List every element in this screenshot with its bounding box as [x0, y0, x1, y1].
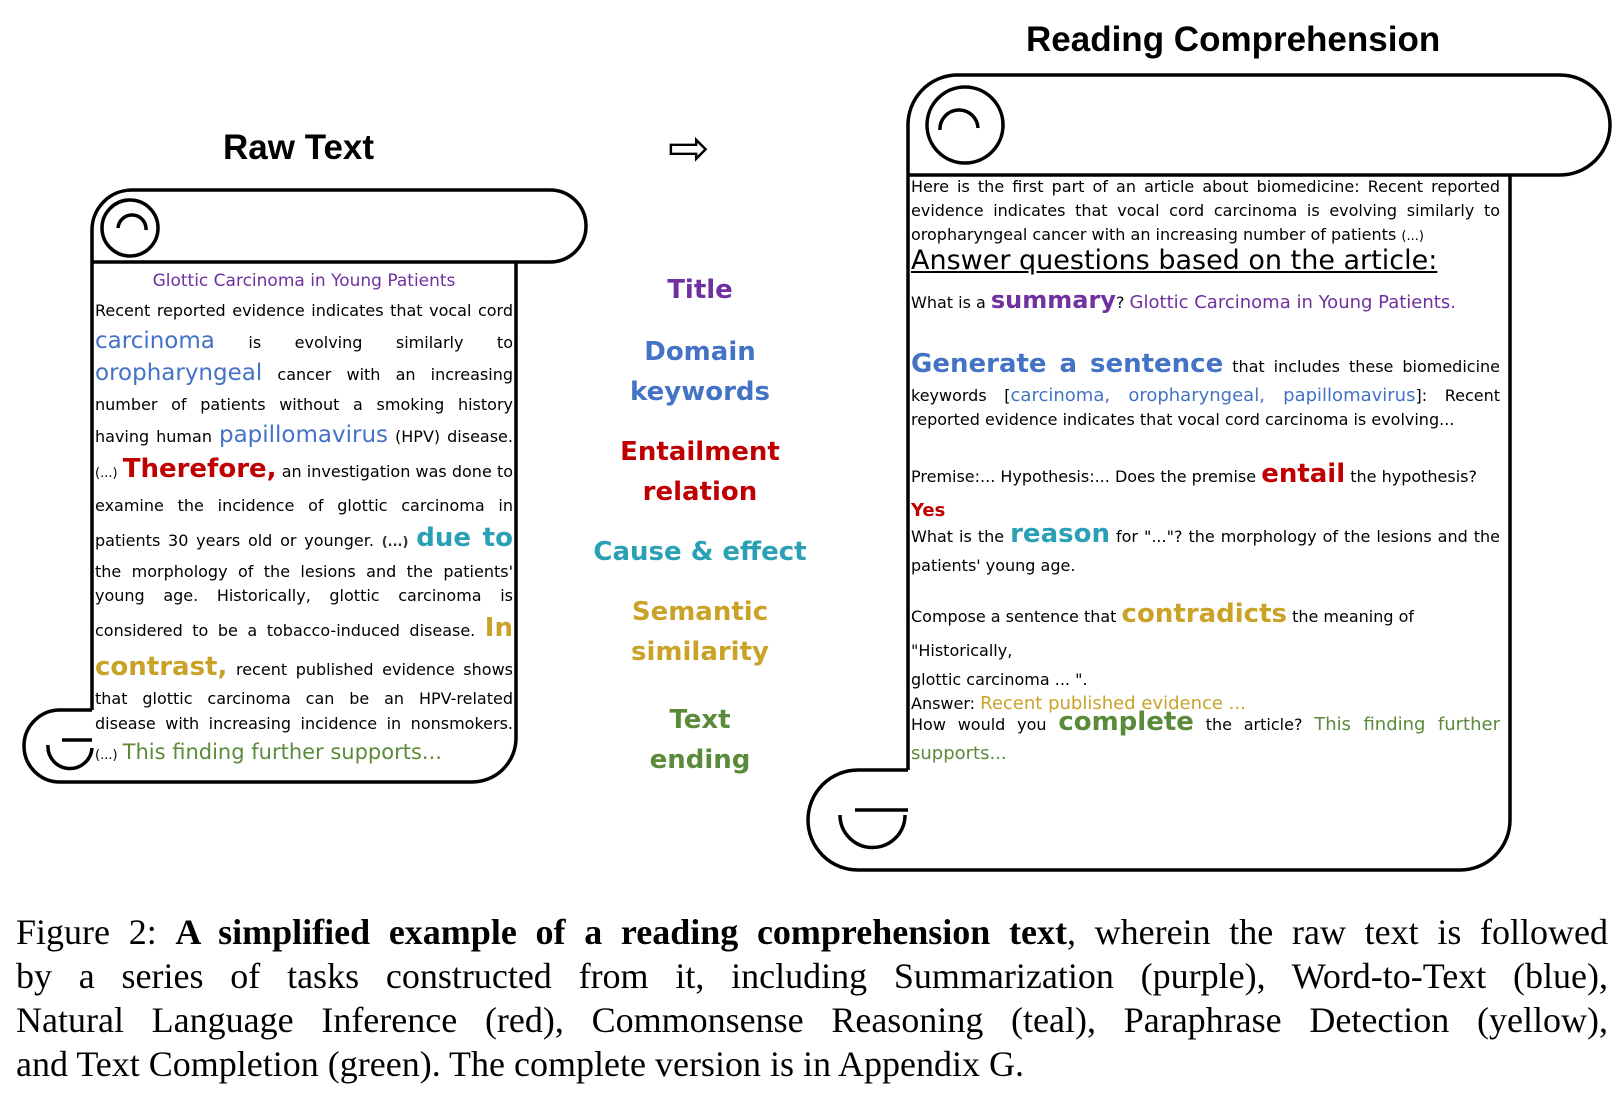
task-keyword: contradicts	[1121, 599, 1287, 629]
answer-heading: Answer questions based on the article:	[911, 245, 1438, 276]
semantic-keyword: contrast,	[95, 652, 228, 682]
rc-question-summary	[911, 285, 1500, 318]
label-line: Domain	[644, 337, 756, 367]
rc-question-contradict	[911, 597, 1500, 716]
domain-keyword: carcinoma	[95, 328, 215, 354]
raw-text-body	[95, 266, 513, 772]
label-line: ending	[649, 745, 751, 775]
ellipsis: (...)	[1401, 229, 1424, 244]
caption-text: , wherein the raw text is followed	[1066, 912, 1609, 952]
raw-line	[95, 651, 513, 686]
raw-text-span: having human	[95, 427, 212, 446]
rc-line: patients' young age.	[911, 556, 1076, 575]
rc-answer: Recent published evidence ...	[980, 693, 1246, 714]
raw-text-span: considered to be a tobacco-induced disease.	[95, 621, 476, 640]
raw-line	[95, 326, 513, 358]
rc-question-complete	[911, 705, 1500, 766]
rc-text-span: Answer:	[911, 694, 976, 713]
rc-question-keywords	[911, 347, 1500, 432]
label-line: Cause & effect	[593, 537, 807, 567]
rc-text-span: ?	[1115, 293, 1125, 312]
label-text-ending	[570, 700, 830, 780]
rc-text-span: keywords [	[911, 386, 1011, 405]
ellipsis: (...)	[381, 535, 409, 550]
label-line: Entailment	[620, 437, 780, 467]
rc-line	[911, 597, 1500, 668]
rc-text-span: How would you	[911, 715, 1047, 734]
raw-line: number of patients without a smoking history	[95, 395, 513, 414]
text-ending: This finding further supports...	[122, 740, 442, 764]
rc-line	[911, 705, 1500, 742]
caption-bold: A simplified example of a reading comprehension text	[175, 912, 1067, 952]
raw-line: young age. Historically, glottic carcinoma is	[95, 586, 513, 605]
rc-text-span: ]: Recent	[1415, 386, 1501, 405]
label-line: Title	[667, 275, 733, 305]
caption-line: by a series of tasks constructed from it, including Summarization (purple), Word-to-Text (blue),	[16, 956, 1608, 996]
rc-question-reason	[911, 517, 1500, 578]
rc-keywords: carcinoma, oropharyngeal, papillomavirus	[1010, 385, 1416, 406]
raw-text-span: an investigation was done to	[281, 462, 514, 481]
rc-text-span: the meaning of "Historically,	[911, 607, 1415, 660]
label-line: relation	[642, 477, 758, 507]
task-keyword: complete	[1058, 707, 1194, 737]
raw-line	[95, 521, 513, 560]
raw-title: Glottic Carcinoma in Young Patients	[152, 271, 456, 291]
rc-answer: This finding further	[1314, 714, 1500, 735]
task-keyword: reason	[1010, 519, 1110, 549]
cause-keyword: due to	[416, 523, 513, 553]
ellipsis: (...)	[95, 748, 118, 763]
raw-line: examine the incidence of glottic carcinoma in	[95, 496, 513, 515]
rc-answer: supports...	[911, 743, 1007, 764]
entailment-keyword: Therefore,	[122, 454, 277, 484]
raw-line: that glottic carcinoma can be an HPV-related	[95, 689, 513, 708]
domain-keyword: papillomavirus	[218, 422, 389, 448]
label-entailment	[570, 432, 830, 512]
task-keyword: Generate a sentence	[911, 349, 1224, 379]
rc-line: reported evidence indicates that vocal cord carcinoma is evolving...	[911, 410, 1455, 429]
raw-text-span: patients 30 years old or younger.	[95, 531, 374, 550]
rc-answer: Glottic Carcinoma in Young Patients.	[1129, 292, 1456, 313]
rc-text-span: What is a	[911, 293, 986, 312]
rc-line: evidence indicates that vocal cord carcinoma is evolving similarly to	[911, 201, 1500, 220]
raw-line	[95, 736, 513, 772]
rc-text-span: Compose a sentence that	[911, 607, 1117, 626]
raw-line: disease with increasing incidence in nonsmokers.	[95, 714, 513, 733]
caption-line: Natural Language Inference (red), Commonsense Reasoning (teal), Paraphrase Detection (yellow),	[16, 1000, 1608, 1040]
raw-line	[95, 452, 513, 491]
raw-line: Recent reported evidence indicates that vocal cord	[95, 301, 513, 320]
rc-line: Here is the first part of an article about biomedicine: Recent reported	[911, 177, 1500, 196]
task-keyword: entail	[1261, 459, 1346, 489]
label-title	[570, 270, 830, 310]
ellipsis: (...)	[95, 466, 118, 481]
label-cause-effect	[570, 532, 830, 572]
raw-text-span: is evolving similarly to	[248, 333, 513, 352]
label-line: similarity	[631, 637, 769, 667]
rc-text-span: the hypothesis?	[1350, 467, 1477, 486]
domain-keyword: oropharyngeal	[95, 360, 263, 386]
task-keyword: summary	[990, 286, 1116, 314]
rc-line	[911, 384, 1500, 408]
raw-line	[95, 358, 513, 390]
raw-line	[95, 420, 513, 452]
label-line: Semantic	[631, 597, 769, 627]
caption-label: Figure 2:	[16, 912, 157, 952]
rc-text-span: for "..."? the morphology of the lesions and the	[1115, 527, 1501, 546]
rc-line: glottic carcinoma ... ".	[911, 670, 1088, 689]
rc-text-span: What is the	[911, 527, 1005, 546]
rc-text-span: that includes these biomedicine	[1232, 357, 1501, 376]
arrow-icon: ⇨	[668, 119, 710, 177]
label-semantic-similarity	[570, 592, 830, 672]
semantic-keyword: In	[484, 613, 513, 643]
caption-line: and Text Completion (green). The complete version is in Appendix G.	[16, 1044, 1024, 1084]
rc-line	[911, 347, 1500, 384]
figure-caption	[16, 910, 1608, 1086]
raw-text-span: cancer with an increasing	[277, 365, 513, 384]
rc-intro	[911, 175, 1500, 249]
raw-text-span: recent published evidence shows	[235, 660, 513, 679]
raw-text-heading: Raw Text	[223, 128, 375, 167]
rc-text-span: the article?	[1205, 715, 1303, 734]
rc-text-span: Premise:... Hypothesis:... Does the premise	[911, 467, 1257, 486]
label-line: keywords	[630, 377, 770, 407]
label-line: Text	[669, 705, 731, 735]
raw-text-span: (HPV) disease.	[395, 427, 513, 446]
raw-line	[95, 608, 513, 651]
raw-line: the morphology of the lesions and the patients'	[95, 562, 513, 581]
caption-line	[16, 910, 1608, 954]
rc-answer: Yes	[911, 500, 946, 521]
rc-text-span: oropharyngeal cancer with an increasing number of patients	[911, 225, 1397, 244]
label-domain-keywords	[570, 332, 830, 412]
rc-line	[911, 517, 1500, 554]
reading-comprehension-heading: Reading Comprehension	[1026, 20, 1441, 59]
